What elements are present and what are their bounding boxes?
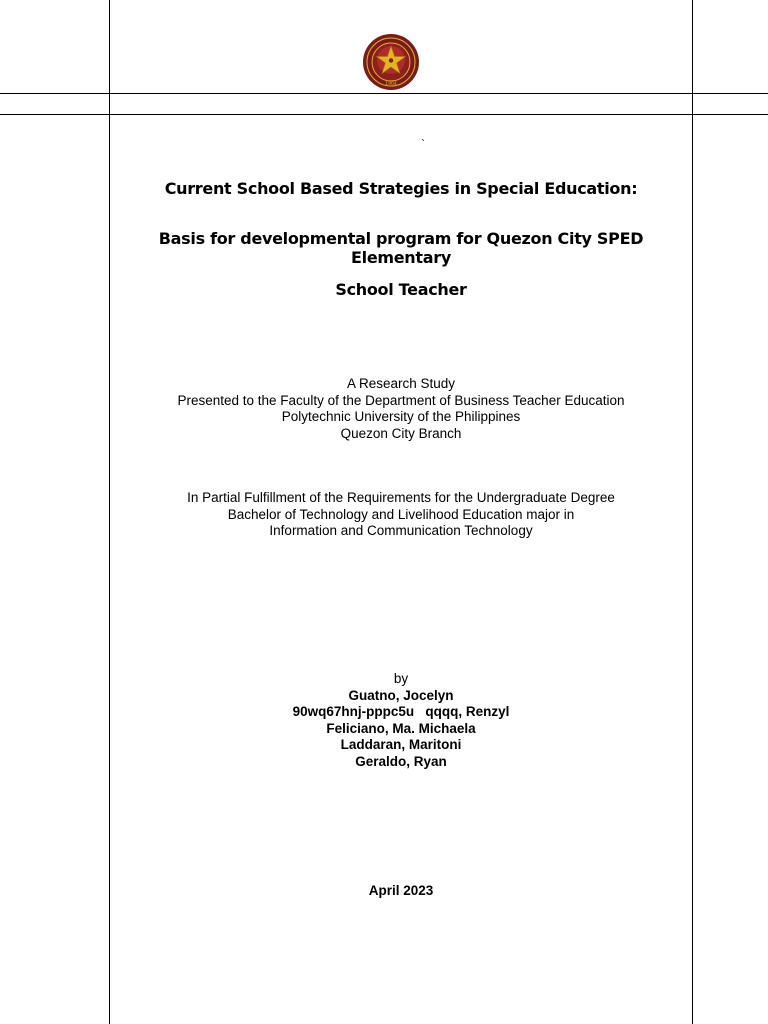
study-line-1: A Research Study xyxy=(346,376,456,391)
author-name: Geraldo, Ryan xyxy=(355,753,447,769)
author-name: Laddaran, Maritoni xyxy=(340,737,462,752)
study-line-4: Quezon City Branch xyxy=(340,425,462,441)
submission-date: April 2023 xyxy=(368,883,434,898)
fulfillment-line-2: Bachelor of Technology and Livelihood Education major in xyxy=(227,506,575,522)
research-study-block xyxy=(110,376,692,442)
title-line-2: Basis for developmental program for Quezon City SPED Elementary xyxy=(158,229,644,267)
author-name: Guatno, Jocelyn xyxy=(348,687,454,703)
fulfillment-line-1: In Partial Fulfillment of the Requirements for the Undergraduate Degree xyxy=(187,490,615,505)
stray-mark: ` xyxy=(421,137,425,151)
fulfillment-block xyxy=(110,490,692,540)
study-line-3: Polytechnic University of the Philippines xyxy=(281,409,521,424)
author-name: 90wq67hnj-pppc5u qqqq, Renzyl xyxy=(292,704,510,719)
header-rule-bottom xyxy=(0,114,768,115)
by-label: by xyxy=(393,671,409,686)
study-line-2: Presented to the Faculty of the Department of Business Teacher Education xyxy=(177,392,625,408)
title-line-1: Current School Based Strategies in Special Education: xyxy=(164,179,638,198)
title-line-3: School Teacher xyxy=(335,280,467,299)
author-name: Feliciano, Ma. Michaela xyxy=(326,720,476,736)
seal-year: 1904 xyxy=(385,82,397,87)
university-seal-icon xyxy=(357,33,425,91)
header-rule-top xyxy=(0,93,768,94)
authors-block xyxy=(110,671,692,770)
fulfillment-line-3: Information and Communication Technology xyxy=(269,523,533,538)
right-margin-line xyxy=(692,0,693,1024)
